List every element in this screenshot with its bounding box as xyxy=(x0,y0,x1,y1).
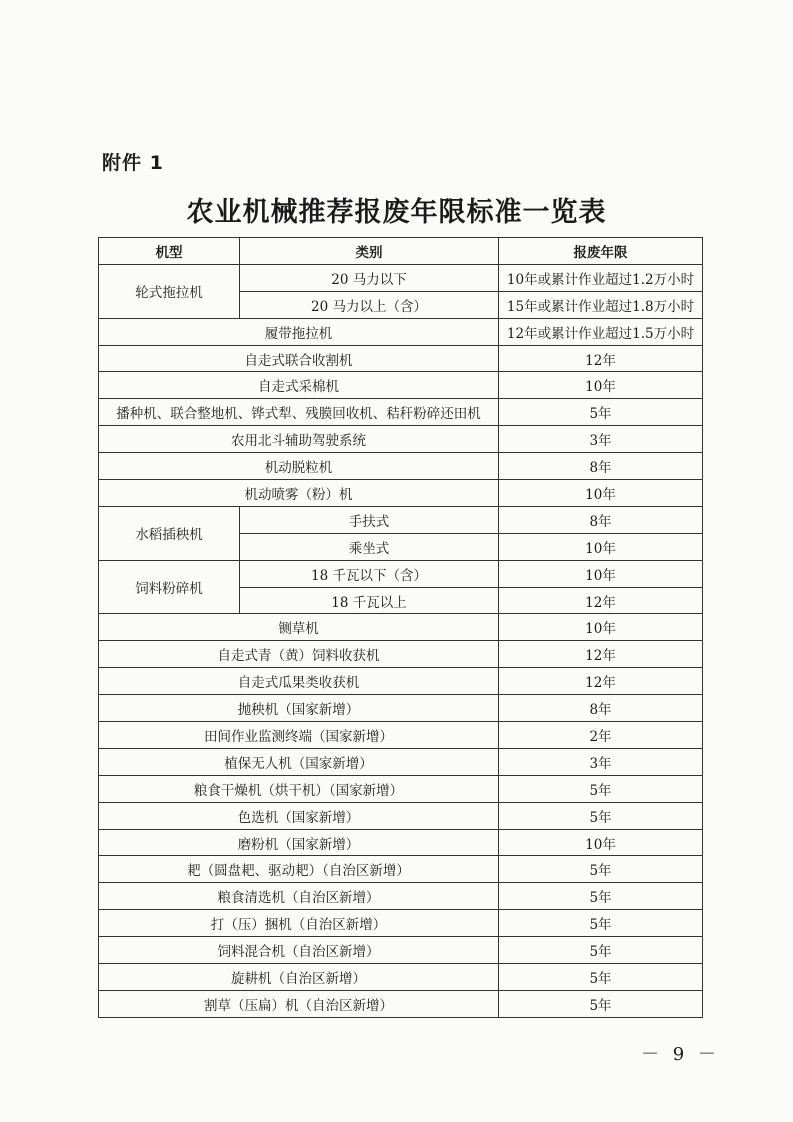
header-category: 类别 xyxy=(240,238,499,265)
cell-machine: 机动喷雾（粉）机 xyxy=(99,480,499,507)
cell-machine: 割草（压扁）机（自治区新增） xyxy=(99,990,499,1017)
cell-machine: 抛秧机（国家新增） xyxy=(99,695,499,722)
table-row xyxy=(99,937,703,964)
cell-years: 12年 xyxy=(499,641,703,668)
cell-category: 18 千瓦以上 xyxy=(240,587,499,614)
table-row xyxy=(99,695,703,722)
table-row xyxy=(99,345,703,372)
document-title: 农业机械推荐报废年限标准一览表 xyxy=(186,197,607,228)
cell-type: 饲料粉碎机 xyxy=(99,560,240,614)
table-row xyxy=(99,748,703,775)
cell-category: 20 马力以上（含） xyxy=(240,291,499,318)
cell-years: 10年 xyxy=(499,614,703,641)
cell-machine: 耙（圆盘耙、驱动耙）（自治区新增） xyxy=(99,856,499,883)
page-number: － 9 － xyxy=(641,1044,720,1065)
cell-years: 2年 xyxy=(499,722,703,749)
cell-machine: 自走式瓜果类收获机 xyxy=(99,668,499,695)
cell-years: 5年 xyxy=(499,990,703,1017)
cell-type: 水稻插秧机 xyxy=(99,506,240,560)
table-row xyxy=(99,372,703,399)
cell-machine: 农用北斗辅助驾驶系统 xyxy=(99,426,499,453)
cell-years: 5年 xyxy=(499,802,703,829)
cell-category: 乘坐式 xyxy=(240,533,499,560)
cell-machine: 自走式采棉机 xyxy=(99,372,499,399)
table-row xyxy=(99,560,703,587)
cell-machine: 播种机、联合整地机、铧式犁、残膜回收机、秸秆粉碎还田机 xyxy=(99,399,499,426)
table-row xyxy=(99,641,703,668)
attachment-label: 附件 1 xyxy=(102,152,164,174)
cell-years: 10年 xyxy=(499,372,703,399)
cell-machine: 色选机（国家新增） xyxy=(99,802,499,829)
cell-category: 18 千瓦以下（含） xyxy=(240,560,499,587)
cell-machine: 粮食清选机（自治区新增） xyxy=(99,883,499,910)
cell-years: 10年 xyxy=(499,560,703,587)
table-header-row xyxy=(99,238,703,265)
table-row xyxy=(99,856,703,883)
table-row xyxy=(99,802,703,829)
cell-machine: 打（压）捆机（自治区新增） xyxy=(99,910,499,937)
cell-machine: 铡草机 xyxy=(99,614,499,641)
cell-machine: 旋耕机（自治区新增） xyxy=(99,964,499,991)
table-row xyxy=(99,264,703,291)
table-row xyxy=(99,775,703,802)
cell-years: 15年或累计作业超过1.8万小时 xyxy=(499,291,703,318)
table-row xyxy=(99,910,703,937)
cell-years: 10年 xyxy=(499,533,703,560)
cell-years: 5年 xyxy=(499,964,703,991)
cell-machine: 履带拖拉机 xyxy=(99,318,499,345)
cell-years: 5年 xyxy=(499,775,703,802)
table-row xyxy=(99,426,703,453)
cell-years: 12年或累计作业超过1.5万小时 xyxy=(499,318,703,345)
cell-machine: 田间作业监测终端（国家新增） xyxy=(99,722,499,749)
cell-type: 轮式拖拉机 xyxy=(99,264,240,318)
cell-machine: 饲料混合机（自治区新增） xyxy=(99,937,499,964)
cell-years: 10年 xyxy=(499,480,703,507)
table-row xyxy=(99,990,703,1017)
table-row xyxy=(99,318,703,345)
table-row xyxy=(99,453,703,480)
table-row xyxy=(99,614,703,641)
table-row xyxy=(99,883,703,910)
cell-years: 10年 xyxy=(499,829,703,856)
header-type: 机型 xyxy=(99,238,240,265)
header-years: 报废年限 xyxy=(499,238,703,265)
cell-category: 手扶式 xyxy=(240,506,499,533)
table-row xyxy=(99,668,703,695)
table-row xyxy=(99,506,703,533)
table-row xyxy=(99,964,703,991)
cell-machine: 粮食干燥机（烘干机）（国家新增） xyxy=(99,775,499,802)
cell-years: 12年 xyxy=(499,587,703,614)
cell-machine: 磨粉机（国家新增） xyxy=(99,829,499,856)
cell-machine: 植保无人机（国家新增） xyxy=(99,748,499,775)
cell-years: 8年 xyxy=(499,453,703,480)
cell-years: 3年 xyxy=(499,748,703,775)
cell-years: 8年 xyxy=(499,506,703,533)
cell-machine: 机动脱粒机 xyxy=(99,453,499,480)
cell-years: 5年 xyxy=(499,937,703,964)
table-row xyxy=(99,722,703,749)
cell-years: 5年 xyxy=(499,883,703,910)
table-row xyxy=(99,480,703,507)
cell-category: 20 马力以下 xyxy=(240,264,499,291)
cell-years: 12年 xyxy=(499,668,703,695)
cell-years: 10年或累计作业超过1.2万小时 xyxy=(499,264,703,291)
cell-years: 5年 xyxy=(499,910,703,937)
scrap-years-table xyxy=(98,237,703,1018)
cell-years: 3年 xyxy=(499,426,703,453)
cell-years: 8年 xyxy=(499,695,703,722)
cell-machine: 自走式联合收割机 xyxy=(99,345,499,372)
cell-years: 12年 xyxy=(499,345,703,372)
table-row xyxy=(99,829,703,856)
table-row xyxy=(99,399,703,426)
cell-machine: 自走式青（黄）饲料收获机 xyxy=(99,641,499,668)
cell-years: 5年 xyxy=(499,399,703,426)
cell-years: 5年 xyxy=(499,856,703,883)
